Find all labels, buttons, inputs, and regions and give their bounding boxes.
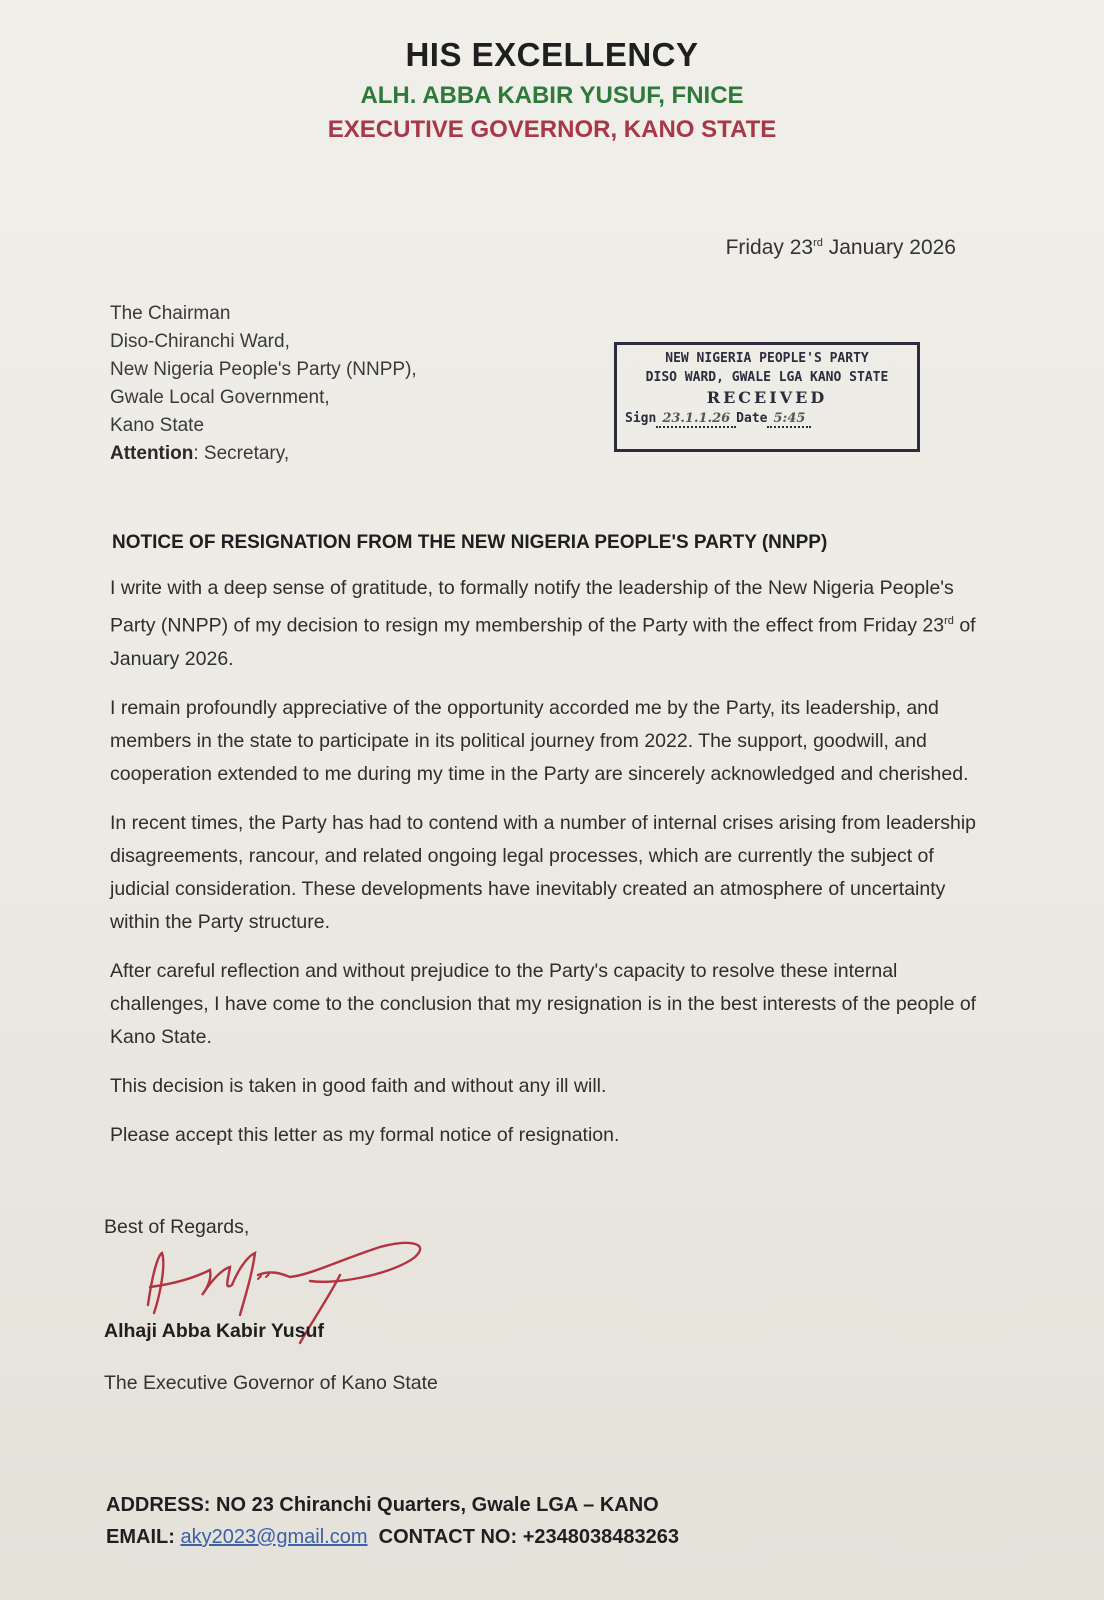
stamp-received: RECEIVED — [706, 388, 828, 407]
attention-value: : Secretary, — [193, 443, 290, 464]
stamp-date-label: Date — [736, 411, 768, 426]
received-stamp — [614, 342, 920, 452]
stamp-sign-label: Sign — [625, 411, 657, 426]
footer-contact — [106, 1526, 679, 1549]
addressee-block — [110, 300, 417, 468]
contact-value: +2348038483263 — [517, 1526, 679, 1548]
addressee-line: Gwale Local Government, — [110, 387, 330, 408]
letterhead-name: ALH. ABBA KABIR YUSUF, FNICE — [360, 82, 744, 109]
stamp-sign-date — [617, 411, 917, 426]
letter-body — [110, 572, 985, 1168]
body-text: of January 2026. — [110, 614, 976, 670]
letterhead-title: HIS EXCELLENCY — [405, 36, 699, 73]
body-paragraph: This decision is taken in good faith and without any ill will. — [110, 1074, 607, 1097]
contact-label: CONTACT NO: — [378, 1526, 518, 1548]
address-label: ADDRESS: — [106, 1494, 211, 1516]
body-paragraph: Please accept this letter as my formal notice of resignation. — [110, 1123, 620, 1146]
date-prefix: Friday 23 — [725, 236, 814, 259]
addressee-line: Diso-Chiranchi Ward, — [110, 331, 290, 352]
body-paragraph — [110, 572, 985, 676]
attention-line — [110, 440, 417, 468]
stamp-sign-value: 23.1.1.26 — [656, 411, 736, 428]
body-paragraph: After careful reflection and without prejudice to the Party's capacity to resolve these internal challenges, I have come to the conclusion that my resignation is in the best interests of the people of Kano State. — [110, 959, 977, 1048]
letter-date — [726, 236, 956, 260]
body-ordinal: rd — [944, 615, 954, 627]
signer-title: The Executive Governor of Kano State — [104, 1372, 438, 1394]
attention-label: Attention — [110, 443, 194, 464]
closing-salutation: Best of Regards, — [104, 1216, 250, 1238]
stamp-party: NEW NIGERIA PEOPLE'S PARTY — [665, 351, 869, 366]
letter-subject: NOTICE OF RESIGNATION FROM THE NEW NIGERIA PEOPLE'S PARTY (NNPP) — [112, 532, 828, 553]
addressee-line: Kano State — [110, 415, 205, 436]
addressee-line: The Chairman — [110, 303, 231, 324]
body-text: I write with a deep sense of gratitude, to formally notify the leadership of the New Nigeria People's Party (NNPP) of my decision to resign my membership of the Party with the effect from Friday 23 — [110, 577, 954, 637]
email-link[interactable]: aky2023@gmail.com — [180, 1526, 368, 1548]
body-paragraph: In recent times, the Party has had to contend with a number of internal crises arising from leadership disagreements, rancour, and related ongoing legal processes, which are currently the subject of judicial consideration. These developments have inevitably created an atmosphere of uncertainty within the Party structure. — [110, 811, 977, 933]
stamp-ward: DISO WARD, GWALE LGA KANO STATE — [645, 370, 889, 385]
email-label: EMAIL: — [106, 1526, 175, 1548]
body-paragraph: I remain profoundly appreciative of the opportunity accorded me by the Party, its leadership, and members in the state to participate in its political journey from 2022. The support, goodwill, and cooperation extended to me during my time in the Party are sincerely acknowledged and cherished. — [110, 696, 969, 785]
footer-address — [106, 1494, 659, 1517]
stamp-date-value: 5:45 — [767, 411, 811, 428]
date-ordinal: rd — [813, 237, 823, 249]
letterhead-office: EXECUTIVE GOVERNOR, KANO STATE — [327, 116, 777, 143]
signer-name: Alhaji Abba Kabir Yusuf — [104, 1320, 324, 1342]
address-value: NO 23 Chiranchi Quarters, Gwale LGA – KANO — [210, 1494, 659, 1516]
addressee-line: New Nigeria People's Party (NNPP), — [110, 359, 417, 380]
date-suffix: January 2026 — [822, 236, 956, 259]
